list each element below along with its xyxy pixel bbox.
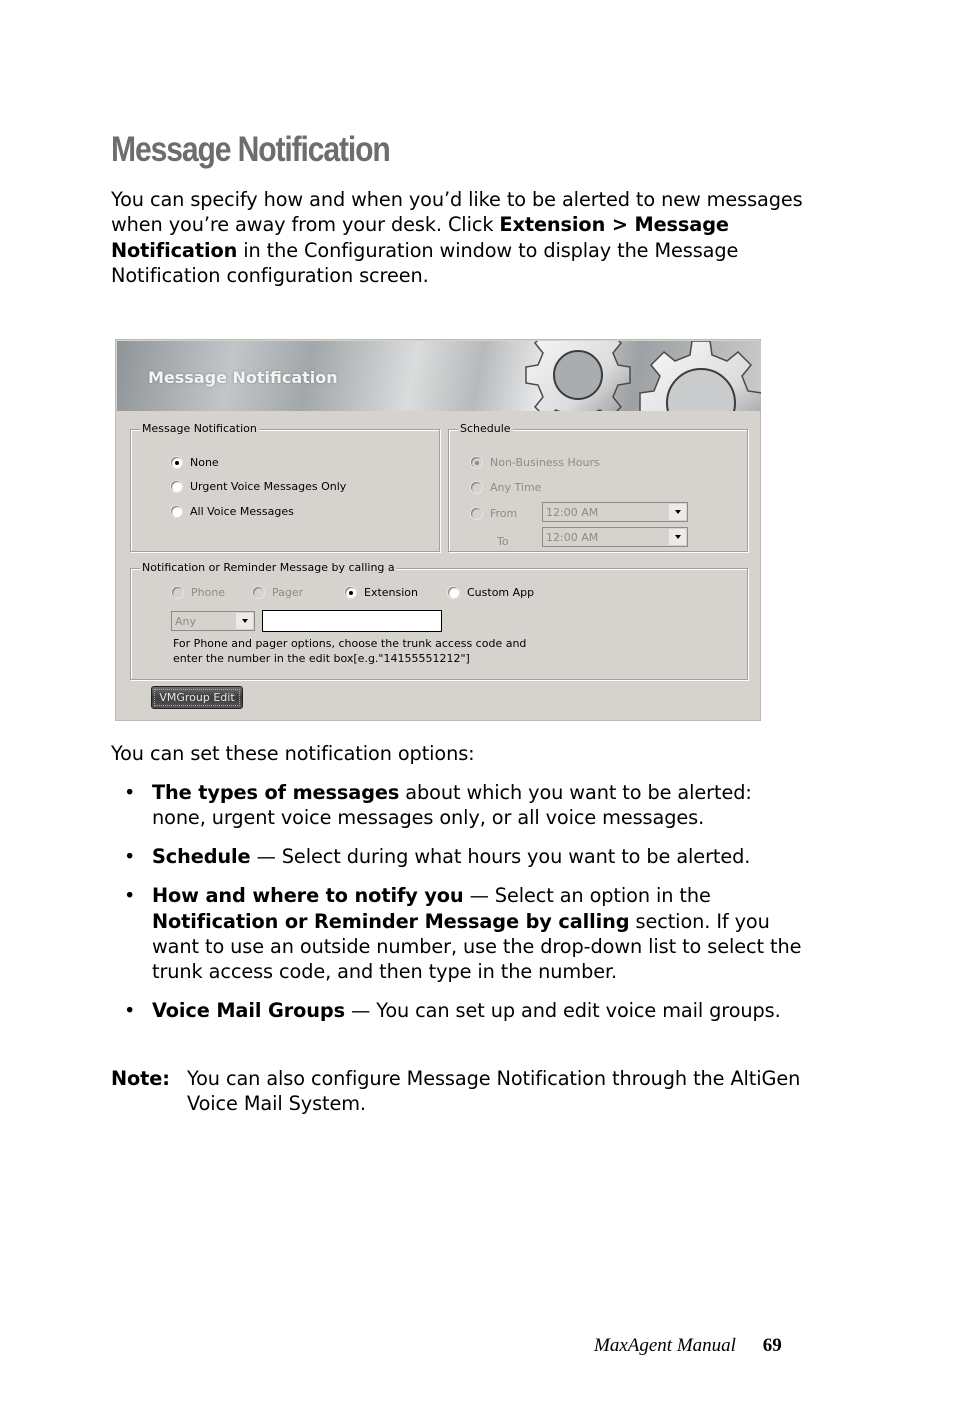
radio-button[interactable] (345, 587, 356, 598)
message-notification-legend: Message Notification (142, 422, 257, 435)
to-label: To (497, 535, 509, 548)
radio-custom-app[interactable] (448, 586, 534, 599)
option-desc: — Select during what hours you want to be alerted. (250, 845, 751, 869)
radio-button[interactable] (171, 481, 182, 492)
radio-label: Urgent Voice Messages Only (190, 480, 347, 493)
help-text-line2: enter the number in the edit box[e.g."14155551212"] (173, 652, 470, 665)
note-label: Note: (111, 1067, 170, 1090)
from-time-dropdown[interactable] (542, 502, 688, 522)
option-desc: about which you want to be alerted: none, urgent voice messages only, or all voice messages. (152, 781, 752, 830)
chevron-down-icon[interactable] (236, 613, 253, 629)
radio-button[interactable] (171, 506, 182, 517)
intro-menu-path: Extension > Message Notification (111, 213, 729, 262)
page-footer (594, 1335, 782, 1357)
radio-button[interactable] (172, 587, 183, 598)
intro-paragraph (111, 187, 811, 289)
bullet: • (124, 999, 136, 1023)
bullet: • (124, 845, 136, 869)
help-text-line1: For Phone and pager options, choose the trunk access code and (173, 637, 527, 650)
option-name: Schedule (152, 845, 251, 869)
manual-title: MaxAgent Manual (594, 1335, 736, 1356)
message-notification-group (130, 422, 440, 552)
radio-urgent-only[interactable] (171, 480, 346, 493)
radio-label: Phone (191, 586, 226, 599)
option-name: Voice Mail Groups (152, 999, 345, 1023)
option-desc-end: section. If you want to use an outside number, use the drop-down list to select the trunk access code, and then type in the number. (152, 909, 802, 984)
radio-button[interactable] (471, 457, 482, 468)
message-notification-screenshot (115, 339, 761, 721)
vmgroup-edit-button[interactable]: VMGroup Edit (151, 686, 243, 709)
radio-label: Pager (272, 586, 304, 599)
to-time-dropdown[interactable] (542, 527, 688, 547)
trunk-code-dropdown[interactable] (171, 611, 255, 631)
options-intro: You can set these notification options: (111, 742, 475, 765)
intro-text-end: in the Configuration window to display the Message Notification configuration screen. (111, 238, 739, 288)
radio-button[interactable] (471, 508, 482, 519)
trunk-code-value: Any (175, 615, 197, 628)
radio-label: All Voice Messages (190, 505, 294, 518)
radio-any-time[interactable] (471, 481, 541, 494)
gears-icon (516, 341, 761, 411)
radio-button[interactable] (448, 587, 459, 598)
page-number: 69 (762, 1335, 782, 1356)
note-text: You can also configure Message Notification through the AltiGen Voice Mail System. (187, 1067, 801, 1116)
chevron-down-icon[interactable] (669, 504, 686, 520)
radio-pager[interactable] (253, 586, 303, 599)
radio-button[interactable] (171, 457, 182, 468)
radio-from[interactable] (471, 507, 517, 520)
radio-all-voice[interactable] (171, 505, 294, 518)
notification-by-calling-legend: Notification or Reminder Message by calling a (142, 561, 395, 574)
radio-button[interactable] (253, 587, 264, 598)
radio-non-business-hours[interactable] (471, 456, 600, 469)
radio-label: Custom App (467, 586, 535, 599)
radio-label: Extension (364, 586, 419, 599)
radio-button[interactable] (471, 482, 482, 493)
list-item (111, 780, 811, 831)
radio-label: None (190, 456, 219, 469)
page-title: Message Notification (111, 130, 390, 169)
list-item (111, 883, 811, 985)
chevron-down-icon[interactable] (669, 529, 686, 545)
radio-label: From (490, 507, 518, 520)
section-name: Notification or Reminder Message by calling (152, 909, 630, 933)
schedule-group (448, 422, 748, 552)
bullet: • (124, 884, 136, 908)
list-item (111, 844, 811, 869)
schedule-legend: Schedule (460, 422, 511, 435)
radio-extension[interactable] (345, 586, 418, 599)
banner (117, 341, 761, 411)
option-desc: — You can set up and edit voice mail groups. (344, 999, 781, 1023)
bullet: • (124, 781, 136, 804)
option-name: The types of messages (152, 781, 400, 804)
option-name: How and where to notify you (152, 884, 464, 908)
banner-title: Message Notification (148, 368, 338, 387)
from-time-value: 12:00 AM (546, 506, 599, 519)
intro-text: You can specify how and when you’d like to be alerted to new messages when you’re away from your desk. Click (111, 188, 803, 237)
note (111, 1066, 811, 1117)
radio-label: Any Time (490, 481, 542, 494)
to-time-value: 12:00 AM (546, 531, 599, 544)
phone-number-input[interactable] (262, 610, 442, 632)
radio-phone[interactable] (172, 586, 225, 599)
option-desc: — Select an option in the (463, 884, 711, 908)
notification-by-calling-group (130, 561, 748, 680)
radio-label: Non-Business Hours (490, 456, 600, 469)
radio-none[interactable] (171, 456, 219, 469)
options-list (111, 780, 811, 1037)
list-item (111, 998, 811, 1023)
